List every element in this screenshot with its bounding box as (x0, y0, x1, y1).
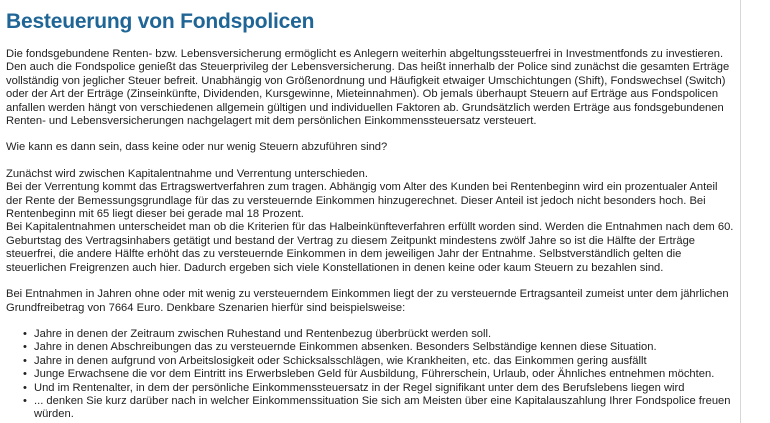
question-paragraph: Wie kann es dann sein, dass keine oder nur wenig Steuern abzuführen sind? (6, 141, 388, 154)
bullet-icon: • (23, 327, 27, 340)
page-title: Besteuerung von Fondspolicen (6, 10, 315, 33)
scenarios-intro-paragraph: Bei Entnahmen in Jahren ohne oder mit wenig zu versteuerndem Einkommen liegt der zu versteuernde Ertragsanteil zumeist unter dem jährlichen Grundfreibetrag von 7664 Euro. Denkbare Szenarien hierfür sind beispielsweise: (6, 288, 729, 314)
list-item-text: Und im Rentenalter, in dem der persönliche Einkommenssteuersatz in der Regel signifikant unter dem des Berufslebens liegen wird (34, 381, 685, 394)
bullet-icon: • (23, 368, 27, 381)
article-content (6, 0, 734, 422)
scenario-list (6, 328, 734, 422)
intro-paragraph: Die fondsgebundene Renten- bzw. Lebensversicherung ermöglicht es Anlegern weiterhin abgeltungssteuerfrei in Investmentfonds zu investieren. Den auch die Fondspolice genießt das Steuerprivileg der Lebensversicherung. Das heißt innerhalb der Police sind zunächst die gesamten Erträge vollständig von jeglicher Steuer befreit. Unabhängig von Größenordnung und Häufigkeit etwaiger Umschichtungen (Shift), Fondswechsel (Switch) oder der Art der Erträge (Zinseinkünfte, Dividenden, Kursgewinne, Mieteinnahmen). Ob jemals überhaupt Steuern auf Erträge aus Fondspolicen anfallen werden hängt von verschiedenen allgemein gültigen und individuellen Faktoren ab. Grundsätzlich werden Erträge aus fondsgebundenen Renten- und Lebensversicherungen nachgelagert mit dem persönlichen Einkommenssteuersatz versteuert. (6, 48, 730, 128)
explanation-paragraph (6, 168, 734, 275)
list-item (23, 381, 734, 395)
list-item-text: ... denken Sie kurz darüber nach in welcher Einkommenssituation Sie sich am Meisten über eine Kapitalauszahlung Ihrer Fondspolice freuen würden. (34, 394, 731, 421)
explanation-line-2: Bei der Verrentung kommt das Ertragswertverfahren zum tragen. Abhängig vom Alter des Kunden bei Rentenbeginn wird ein prozentualer Anteil der Rente der Bemessungsgrundlage für das zu versteuernde Einkommen hinzugerechnet. Dieser Anteil ist jedoch nicht besonders hoch. Bei Rentenbeginn mit 65 liegt dieser bei gerade mal 18 Prozent. (6, 181, 718, 221)
bullet-icon: • (23, 354, 27, 367)
list-item-text: Jahre in denen der Zeitraum zwischen Ruhestand und Rentenbezug überbrückt werden soll. (34, 327, 492, 340)
list-item (23, 354, 734, 368)
list-item-text: Junge Erwachsene die vor dem Eintritt ins Erwerbsleben Geld für Ausbildung, Führerschein, Urlaub, oder Ähnliches entnehmen möchten. (34, 368, 715, 381)
bullet-icon: • (23, 381, 27, 394)
list-item (23, 341, 734, 354)
list-item (23, 327, 734, 341)
list-item-text: Jahre in denen aufgrund von Arbeitslosigkeit oder Schicksalsschlägen, wie Krankheiten, etc. das Einkommen gering ausfällt (34, 354, 647, 367)
bullet-icon: • (23, 341, 27, 354)
explanation-line-1: Zunächst wird zwischen Kapitalentnahme und Verrentung unterschieden. (6, 167, 368, 180)
explanation-line-3: Bei Kapitalentnahmen unterscheidet man ob die Kriterien für das Halbeinkünfteverfahren erfüllt worden sind. Werden die Entnahmen nach dem 60. Geburtstag des Vertragsinhabers getätigt und bestand der Vertrag zu diesem Zeitpunkt mindestens zwölf Jahre so ist die Hälfte der Erträge steuerfrei, die andere Hälfte erhöht das zu versteuernde Einkommen in dem jeweiligen Jahr der Entnahme. Selbstverständlich gelten die steuerlichen Freigrenzen auch hier. Dadurch ergeben sich viele Konstellationen in denen keine oder kaum Steuern zu bezahlen sind. (6, 221, 734, 274)
list-item (23, 368, 734, 381)
list-item (23, 394, 734, 422)
bullet-icon: • (23, 394, 27, 407)
right-gutter (741, 0, 770, 423)
list-item-text: Jahre in denen Abschreibungen das zu versteuernde Einkommen absenken. Besonders Selbständige kennen diese Situation. (34, 341, 657, 354)
